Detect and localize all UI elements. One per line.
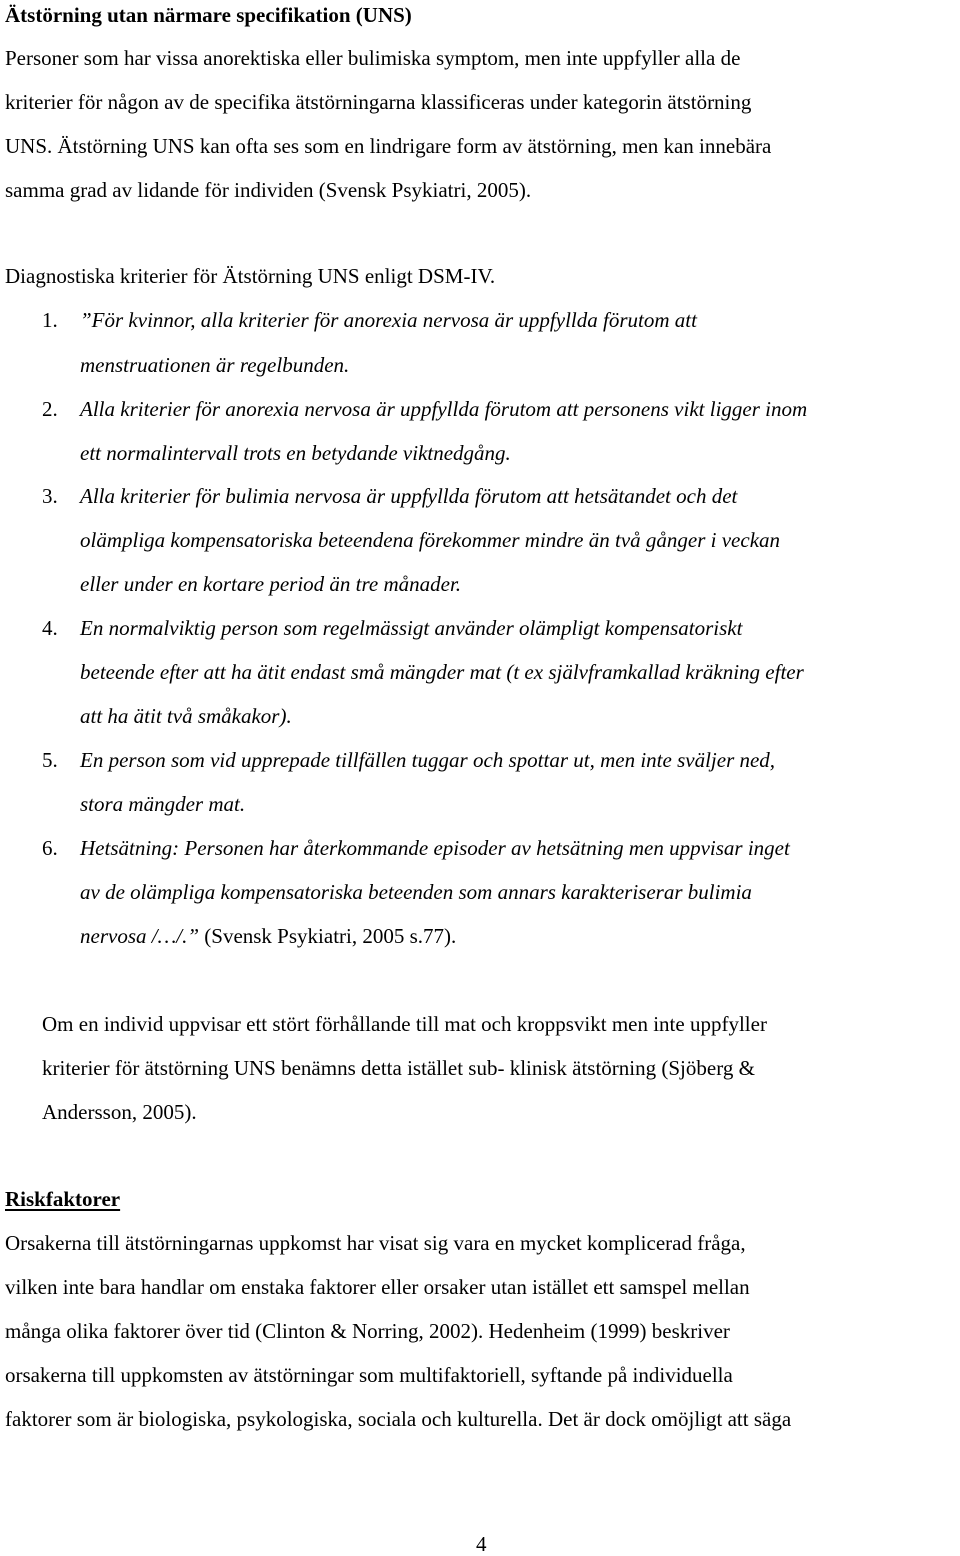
paragraph-line: Andersson, 2005).: [42, 1100, 197, 1124]
criteria-title: Diagnostiska kriterier för Ätstörning UNS enligt DSM-IV.: [5, 264, 496, 288]
paragraph-line: kriterier för någon av de specifika ätstörningarna klassificeras under kategorin ätstörning: [5, 90, 752, 114]
list-item-line: eller under en kortare period än tre månader.: [80, 572, 462, 596]
section-heading-uns: Ätstörning utan närmare specifikation (UNS): [5, 3, 412, 27]
list-item-line: menstruationen är regelbunden.: [80, 353, 350, 377]
list-item-line: Alla kriterier för anorexia nervosa är uppfyllda förutom att personens vikt ligger inom: [80, 397, 808, 421]
list-item-line: En normalviktig person som regelmässigt använder olämpligt kompensatoriskt: [80, 616, 743, 640]
list-item-line: att ha ätit två småkakor).: [80, 704, 292, 728]
list-item-line: stora mängder mat.: [80, 792, 246, 816]
paragraph-line: vilken inte bara handlar om enstaka faktorer eller orsaker utan istället ett samspel mellan: [5, 1275, 750, 1299]
section-heading-riskfaktorer: Riskfaktorer: [5, 1187, 121, 1211]
list-item-number: 1.: [42, 308, 58, 332]
paragraph-line: Personer som har vissa anorektiska eller bulimiska symptom, men inte uppfyller alla de: [5, 46, 741, 70]
paragraph-line: Om en individ uppvisar ett stört förhållande till mat och kroppsvikt men inte uppfyller: [42, 1012, 767, 1036]
page-number: 4: [476, 1532, 487, 1556]
list-item-line: En person som vid upprepade tillfällen tuggar och spottar ut, men inte sväljer ned,: [80, 748, 776, 772]
citation: (Svensk Psykiatri, 2005 s.77).: [199, 924, 457, 948]
list-item-line-with-citation: [80, 926, 456, 947]
paragraph-line: orsakerna till uppkomsten av ätstörningar som multifaktoriell, syftande på individuella: [5, 1363, 733, 1387]
quote-end: nervosa /…/.”: [80, 924, 200, 948]
paragraph-line: kriterier för ätstörning UNS benämns detta istället sub- klinisk ätstörning (Sjöberg &: [42, 1056, 755, 1080]
list-item-number: 2.: [42, 397, 58, 421]
list-item-line: ”För kvinnor, alla kriterier för anorexia nervosa är uppfyllda förutom att: [80, 308, 697, 332]
paragraph-line: Orsakerna till ätstörningarnas uppkomst har visat sig vara en mycket komplicerad fråga,: [5, 1231, 746, 1255]
list-item-line: av de olämpliga kompensatoriska beteenden som annars karakteriserar bulimia: [80, 880, 752, 904]
paragraph-line: UNS. Ätstörning UNS kan ofta ses som en lindrigare form av ätstörning, men kan innebära: [5, 134, 772, 158]
list-item-line: olämpliga kompensatoriska beteendena förekommer mindre än två gånger i veckan: [80, 528, 781, 552]
list-item-number: 6.: [42, 836, 58, 860]
list-item-number: 5.: [42, 748, 58, 772]
paragraph-line: faktorer som är biologiska, psykologiska, sociala och kulturella. Det är dock omöjligt att säga: [5, 1407, 792, 1431]
list-item-line: Hetsätning: Personen har återkommande episoder av hetsätning men uppvisar inget: [80, 836, 790, 860]
list-item-line: beteende efter att ha ätit endast små mängder mat (t ex självframkallad kräkning efter: [80, 660, 804, 684]
list-item-line: ett normalintervall trots en betydande viktnedgång.: [80, 441, 511, 465]
paragraph-line: många olika faktorer över tid (Clinton & Norring, 2002). Hedenheim (1999) beskriver: [5, 1319, 730, 1343]
list-item-line: Alla kriterier för bulimia nervosa är uppfyllda förutom att hetsätandet och det: [80, 484, 738, 508]
list-item-number: 4.: [42, 616, 58, 640]
list-item-number: 3.: [42, 484, 58, 508]
paragraph-line: samma grad av lidande för individen (Svensk Psykiatri, 2005).: [5, 178, 532, 202]
